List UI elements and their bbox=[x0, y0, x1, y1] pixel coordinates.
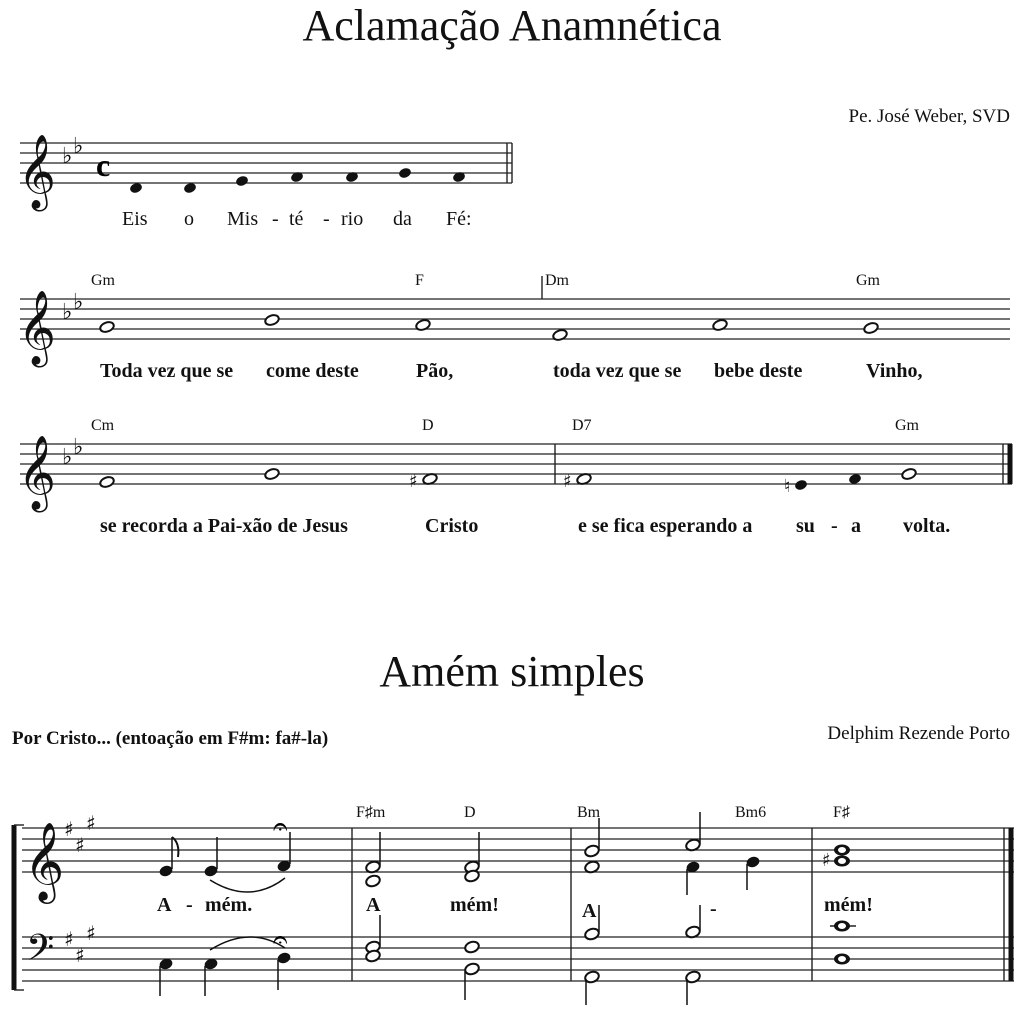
title-amem-simples: Amém simples bbox=[379, 647, 645, 696]
lyric-phrase: Cristo bbox=[425, 515, 479, 537]
lyric-syllable: rio bbox=[341, 208, 364, 230]
flat-icon: ♭ bbox=[62, 300, 73, 325]
lyric-syllable: volta. bbox=[903, 515, 951, 537]
lyric-phrase: Toda vez que se bbox=[100, 360, 234, 382]
composer-porto: Delphim Rezende Porto bbox=[827, 723, 1010, 744]
lyric-syllable: su bbox=[796, 515, 815, 537]
flat-icon: ♭ bbox=[62, 445, 73, 470]
sharp-icon: ♯ bbox=[64, 817, 74, 841]
lyric-hyphen: - bbox=[323, 208, 330, 230]
chord-symbol: D bbox=[464, 804, 476, 821]
fermata-icon: 𝄐 bbox=[273, 925, 288, 955]
composer-weber: Pe. José Weber, SVD bbox=[848, 106, 1010, 127]
chord-symbol: Gm bbox=[856, 272, 880, 289]
lyric-hyphen: - bbox=[831, 515, 838, 537]
lyric-syllable: mém! bbox=[824, 894, 873, 916]
lyric-syllable: A bbox=[157, 894, 172, 916]
lyric-phrase: Pão, bbox=[416, 360, 454, 382]
natural-icon: ♮ bbox=[784, 476, 791, 497]
flat-icon: ♭ bbox=[73, 134, 84, 159]
sharp-icon: ♯ bbox=[563, 471, 572, 492]
chord-symbol: F bbox=[415, 272, 424, 289]
sharp-icon: ♯ bbox=[86, 921, 96, 945]
lyric-hyphen: - bbox=[186, 894, 193, 916]
title-aclamacao: Aclamação Anamnética bbox=[302, 1, 722, 50]
lyric-syllable: Fé: bbox=[446, 208, 472, 230]
chord-symbol: Cm bbox=[91, 417, 115, 434]
chord-symbol: Gm bbox=[895, 417, 919, 434]
lyric-syllable: té bbox=[289, 208, 304, 230]
chord-symbol: F♯m bbox=[356, 804, 386, 821]
lyric-syllable: Mis bbox=[227, 208, 259, 230]
common-time-icon: c bbox=[96, 147, 111, 183]
staff-3 bbox=[18, 435, 1012, 513]
treble-clef-icon: 𝄞 bbox=[18, 291, 56, 365]
treble-clef-icon: 𝄞 bbox=[18, 436, 56, 510]
lyric-hyphen: - bbox=[710, 898, 717, 920]
chord-symbol: Gm bbox=[91, 272, 115, 289]
sharp-icon: ♯ bbox=[86, 811, 96, 835]
chord-symbol: Bm bbox=[577, 804, 601, 821]
lyric-phrase: bebe deste bbox=[714, 360, 803, 382]
lyric-phrase: toda vez que se bbox=[553, 360, 682, 382]
lyric-syllable: da bbox=[393, 208, 412, 230]
lyric-phrase: Vinho, bbox=[866, 360, 923, 382]
treble-clef-icon: 𝄞 bbox=[18, 135, 56, 209]
lyric-syllable: Eis bbox=[122, 208, 148, 230]
sharp-icon: ♯ bbox=[822, 850, 831, 871]
flat-icon: ♭ bbox=[62, 144, 73, 169]
lyric-phrase: se recorda a Pai-xão de Jesus bbox=[100, 515, 348, 537]
lyric-syllable: mém! bbox=[450, 894, 499, 916]
fermata-icon: 𝄐 bbox=[273, 812, 288, 842]
lyric-hyphen: - bbox=[272, 208, 279, 230]
lyric-syllable: A bbox=[582, 900, 597, 922]
intro-text: Por Cristo... (entoação em F#m: fa#-la) bbox=[12, 728, 329, 749]
chord-symbol: F♯ bbox=[833, 804, 850, 821]
sharp-icon: ♯ bbox=[75, 833, 85, 857]
chord-symbol: D bbox=[422, 417, 434, 434]
lyric-syllable: a bbox=[851, 515, 861, 537]
sharp-icon: ♯ bbox=[64, 927, 74, 951]
staff-1 bbox=[18, 134, 512, 212]
lyric-syllable: A bbox=[366, 894, 381, 916]
chord-symbol: D7 bbox=[572, 417, 592, 434]
lyric-phrase: e se fica esperando a bbox=[578, 515, 753, 537]
sharp-icon: ♯ bbox=[75, 943, 85, 967]
treble-clef-icon: 𝄞 bbox=[24, 822, 65, 901]
bass-clef-icon: 𝄢 bbox=[26, 927, 55, 978]
lyric-phrase: come deste bbox=[266, 360, 359, 382]
lyric-syllable: mém. bbox=[205, 894, 253, 916]
chord-symbol: Dm bbox=[545, 272, 569, 289]
lyric-syllable: o bbox=[184, 208, 194, 230]
flat-icon: ♭ bbox=[73, 290, 84, 315]
sharp-icon: ♯ bbox=[409, 471, 418, 492]
chord-symbol: Bm6 bbox=[735, 804, 767, 821]
flat-icon: ♭ bbox=[73, 435, 84, 460]
